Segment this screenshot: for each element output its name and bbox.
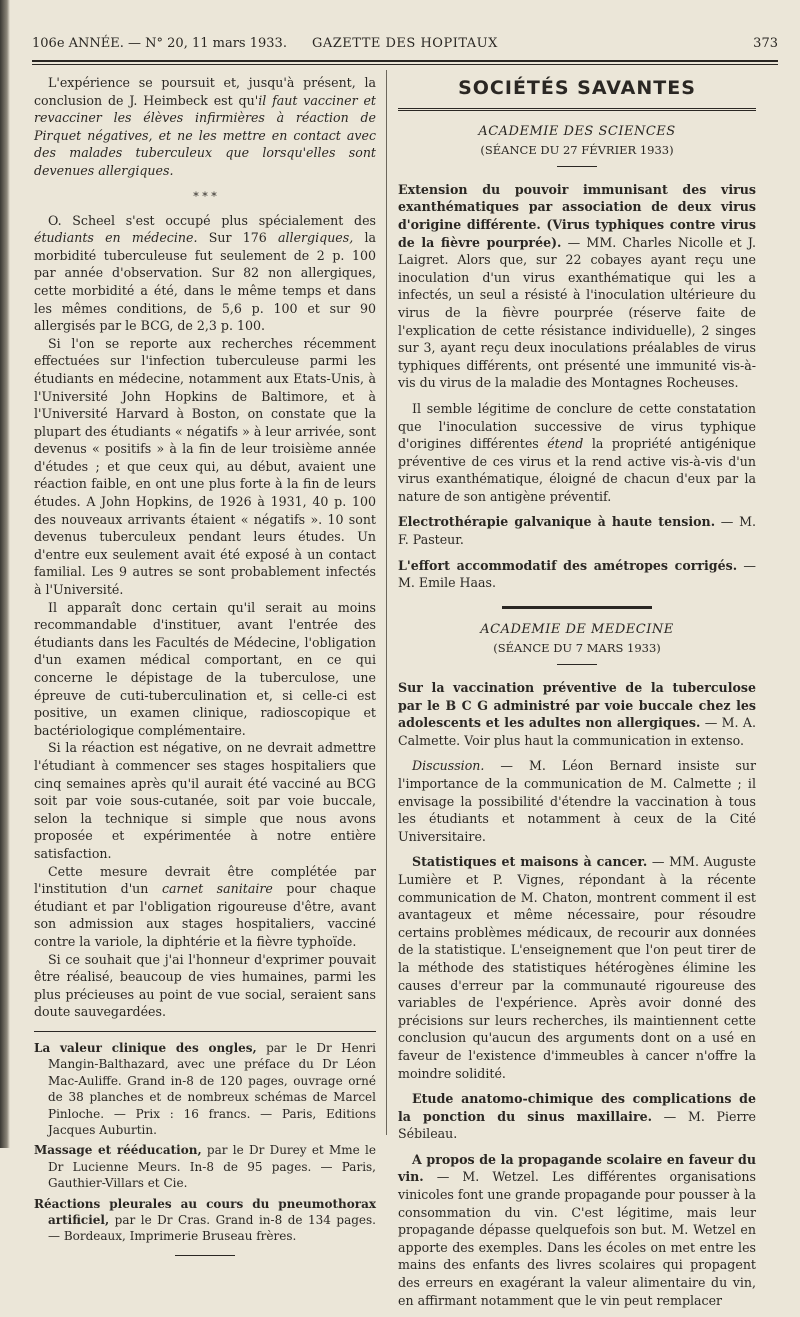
session-date: (SÉANCE DU 27 FÉVRIER 1933) [480,143,674,158]
running-header [32,36,778,56]
short-rule [557,166,597,167]
left-column [34,74,376,1256]
communication-item: Electrothérapie galvanique à haute tension. — M. F. Pasteur. [398,514,756,548]
academy-heading: ACADEMIE DES SCIENCES [478,123,676,139]
section-title: SOCIÉTÉS SAVANTES [458,77,696,99]
communication-item: L'effort accommodatif des amétropes corrigés. — M. Emile Haas. [398,557,756,591]
book-notice: La valeur clinique des ongles, par le Dr Henri Mangin-Balthazard, avec une préface du Dr Léon Mac-Auliffe. Grand in-8 de 120 pages, ouvrage orné de 38 planches et de nombreux schémas de Marcel Pinloche. — Prix : 16 francs. — Paris, Editions Jacques Auburtin. [34,1040,376,1137]
communication-item: Extension du pouvoir immunisant des virus exanthématiques par association de deux virus d'origine différente. (Virus typhiques contre virus de la fièvre pourprée). — MM. Charles Nicolle et J. Laigret. Alors que, sur 22 cobayes ayant reçu une inoculation d'un virus exanthématique qui les a infectés, un seul a résisté à l'inoculation ultérieure du virus de la fièvre pourprée (réserve faite de l'explication de cette résistance individuelle), 2 singes sur 3, ayant reçu deux inoculations préalables de virus typhiques différents, ont présenté une immunité vis-à-vis du virus de la maladie des Montagnes Rocheuses. [398,181,756,391]
short-rule [557,664,597,665]
end-ornament [175,1255,235,1256]
book-notice: Massage et rééducation, par le Dr Durey et Mme le Dr Lucienne Meurs. In-8 de 95 pages. — Paris, Gauthier-Villars et Cie. [34,1143,377,1191]
section-title-rule [398,108,756,111]
communication-item: Sur la vaccination préventive de la tuberculose par le B C G administré par voie buccale chez les adolescents et les adultes non allergiques. — M. A. Calmette. Voir plus haut la communication in extenso. [398,680,756,748]
column-divider [386,70,387,1135]
communication-item: Statistiques et maisons à cancer. — MM. Auguste Lumière et P. Vignes, répondant à la récente communication de M. Chaton, montrent comment il est avantageux et même nécessaire, pour résoudre certains problèmes médicaux, de recourir aux données de la statistique. L'enseignement que l'on peut tirer de la méthode des statistiques hétérogènes élimine les causes d'erreur par la communauté rigoureuse des variables de l'expérience. Après avoir donné des précisions sur leurs recherches, ils maintiennent cette conclusion qu'aucun des arguments dont on a usé en faveur de l'existence d'immeubles à cancer n'offre la moindre solidité. [398,854,756,1081]
paragraph-reaction: Si la réaction est négative, on ne devrait admettre l'étudiant à commencer ses stages hospitaliers que cinq semaines après qu'il aurait été vacciné au BCG soit par voie sous-cutanée, soit par voie buccale, selon la technique si simple que nous avons proposée et expérimentée à notre entière satisfaction. [34,740,376,861]
page-binding-edge [0,0,10,1148]
section-asterisks: * * * [193,189,217,203]
paragraph-souhait: Si ce souhait que j'ai l'honneur d'exprimer pouvait être réalisé, beaucoup de vies humaines, parmi les plus précieuses au point de vue social, seraient sans doute sauvegardées. [34,951,376,1020]
paragraph-recherches: Si l'on se reporte aux recherches récemment effectuées sur l'infection tuberculeuse parmi les étudiants en médecine, notamment aux Etats-Unis, à l'Université John Hopkins de Baltimore, et à l'Université Harvard à Boston, on constate que la plupart des étudiants « négatifs » à leur arrivée, sont devenus « positifs » à la fin de leur troisième année d'études ; et que ceux qui, au début, avaient une réaction faible, en ont une plus forte à la fin de leurs études. A John Hopkins, de 1926 à 1931, 40 p. 100 des nouveaux arrivants étaient « négatifs ». 10 sont devenus tuberculeux pendant leurs études. Un d'entre eux seulement avait été exposé à un contact familial. Les 9 autres se sont probablement infectés à l'Université. [34,335,376,598]
journal-title: GAZETTE DES HOPITAUX [312,36,498,51]
book-notice: Réactions pleurales au cours du pneumothorax artificiel, par le Dr Cras. Grand in-8 de 134 pages. — Bordeaux, Imprimerie Bruseau frères. [34,1196,376,1244]
communication-item: Etude anatomo-chimique des complications de la ponction du sinus maxillaire. — M. Pierre Sébileau. [398,1091,756,1142]
header-rule [32,60,778,62]
book-list-separator [34,1031,376,1032]
communication-paragraph: Il semble légitime de conclure de cette constatation que l'inoculation successive de virus typhique d'origines différentes étend la propriété antigénique préventive de ces virus et la rend active vis-à-vis d'un virus exanthématique, éloigné de chacun d'eux par la nature de son antigène préventif. [398,400,756,504]
right-column [398,74,756,1317]
paragraph-heimbeck: L'expérience se poursuit et, jusqu'à présent, la conclusion de J. Heimbeck est qu'il faut vacciner et revacciner les élèves infirmières à réaction de Pirquet négatives, et ne les mettre en contact avec des malades tuberculeux que lorsqu'elles sont devenues allergiques. [34,75,376,178]
paragraph-carnet: Cette mesure devrait être complétée par l'institution d'un carnet sanitaire pour chaque étudiant et par l'obligation rigoureuse d'être, avant son admission aux stages hospitaliers, vacciné contre la variole, la diphtérie et la fièvre typhoïde. [34,863,376,949]
header-rule-thin [32,64,778,65]
session-date: (SÉANCE DU 7 MARS 1933) [493,641,661,656]
paragraph-scheel: O. Scheel s'est occupé plus spécialement des étudiants en médecine. Sur 176 allergiques, la morbidité tuberculeuse fut seulement de 2 p. 100 par année d'observation. Sur 82 non allergiques, cette morbidité a été, dans le même temps et dans les mêmes conditions, de 5,6 p. 100 et sur 90 allergisés par le BCG, de 2,3 p. 100. [34,212,376,334]
issue-info: 106e ANNÉE. — N° 20, 11 mars 1933. [32,36,287,51]
communication-item: A propos de la propagande scolaire en faveur du vin. — M. Wetzel. Les différentes organisations vinicoles font une grande propagande pour pousser à la consommation du vin. C'est légitime, mais leur propagande dépasse quelquefois son but. M. Wetzel en apporte des exemples. Dans les écoles on met entre les mains des enfants des livres scolaires qui propagent des erreurs en exagérant la valeur alimentaire du vin, en affirmant notamment que le vin peut remplacer [398,1151,756,1308]
discussion-paragraph: Discussion. — M. Léon Bernard insiste sur l'importance de la communication de M. Calmette ; il envisage la possibilité d'étendre la vaccination à tous les étudiants et notamment à ceux de la Cité Universitaire. [398,758,756,844]
academy-heading: ACADEMIE DE MEDECINE [480,621,674,637]
academy-separator [502,606,652,609]
paragraph-obligation: Il apparaît donc certain qu'il serait au moins recommandable d'instituer, avant l'entrée des étudiants dans les Facultés de Médecine, l'obligation d'un examen médical comportant, en ce qui concerne le dépistage de la tuberculose, une épreuve de cuti-tuberculination et, si celle-ci est positive, un examen clinique, radioscopique et bactériologique complémentaire. [34,599,376,738]
page-number: 373 [753,36,778,51]
